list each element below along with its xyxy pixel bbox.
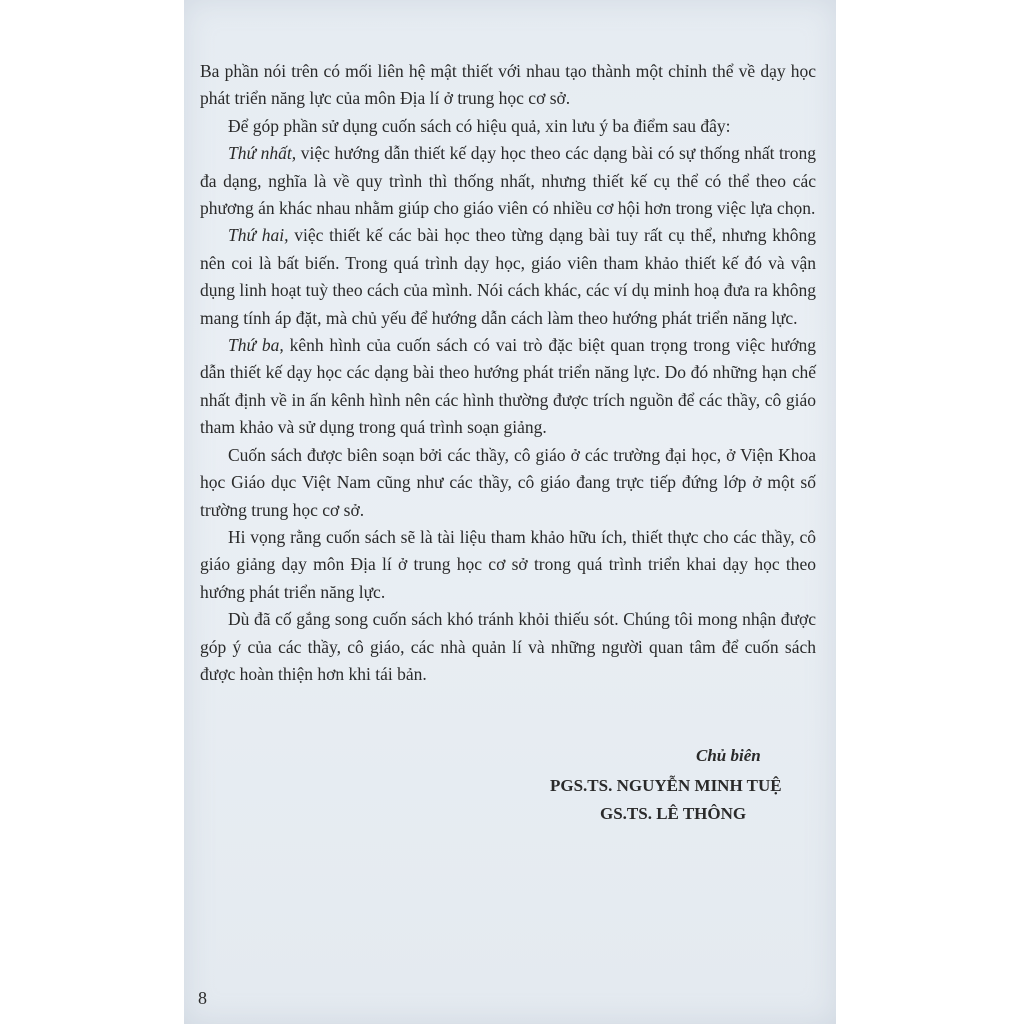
paragraph: Ba phần nói trên có mối liên hệ mật thiết với nhau tạo thành một chỉnh thể về dạy học phát triển năng lực của môn Địa lí ở trung học cơ sở.	[200, 61, 816, 109]
signature-role: Chủ biên	[696, 746, 761, 765]
signature-author-2: GS.TS. LÊ THÔNG	[600, 804, 747, 823]
paragraph	[200, 140, 816, 222]
paragraph-lead: Thứ nhất,	[228, 143, 297, 164]
paragraph-text: việc thiết kế các bài học theo từng dạng bài tuy rất cụ thể, nhưng không nên coi là bất biến. Trong quá trình dạy học, giáo viên tham khảo thiết kế đó và vận dụng linh hoạt tuỳ theo cách của mình. Nói cách khác, các ví dụ minh hoạ đưa ra không mang tính áp đặt, mà chủ yếu để hướng dẫn cách làm theo hướng phát triển năng lực.	[200, 225, 817, 328]
paragraph-lead: Thứ hai,	[228, 225, 289, 246]
paragraph-text: kênh hình của cuốn sách có vai trò đặc biệt quan trọng trong việc hướng dẫn thiết kế dạy học các dạng bài theo hướng phát triển năng lực. Do đó những hạn chế nhất định về in ấn kênh hình nên các hình thường được trích nguồn để các thầy, cô giáo tham khảo và sử dụng trong quá trình soạn giảng.	[200, 335, 817, 438]
paragraph-text: việc hướng dẫn thiết kế dạy học theo các dạng bài có sự thống nhất trong đa dạng, nghĩa là về quy trình thì thống nhất, nhưng thiết kế cụ thể có thể theo các phương án khác nhau nhằm giúp cho giáo viên có nhiều cơ hội hơn trong việc lựa chọn.	[200, 143, 816, 219]
page-number: 8	[198, 988, 207, 1008]
signature-author-1: PGS.TS. NGUYỄN MINH TUỆ	[550, 776, 782, 795]
paragraph: Để góp phần sử dụng cuốn sách có hiệu quả, xin lưu ý ba điểm sau đây:	[228, 115, 731, 136]
paragraph	[200, 222, 816, 332]
paragraph-lead: Thứ ba,	[228, 335, 284, 356]
book-page	[184, 0, 836, 1024]
body-text	[200, 58, 816, 688]
paragraph: Dù đã cố gắng song cuốn sách khó tránh khỏi thiếu sót. Chúng tôi mong nhận được góp ý của các thầy, cô giáo, các nhà quản lí và những người quan tâm để cuốn sách được hoàn thiện hơn khi tái bản.	[200, 609, 816, 684]
paragraph: Hi vọng rằng cuốn sách sẽ là tài liệu tham khảo hữu ích, thiết thực cho các thầy, cô giáo giảng dạy môn Địa lí ở trung học cơ sở trong quá trình triển khai dạy học theo hướng phát triển năng lực.	[200, 526, 816, 602]
paragraph: Cuốn sách được biên soạn bởi các thầy, cô giáo ở các trường đại học, ở Viện Khoa học Giáo dục Việt Nam cũng như các thầy, cô giáo đang trực tiếp đứng lớp ở một số trường trung học cơ sở.	[200, 444, 816, 520]
paragraph	[200, 332, 816, 442]
